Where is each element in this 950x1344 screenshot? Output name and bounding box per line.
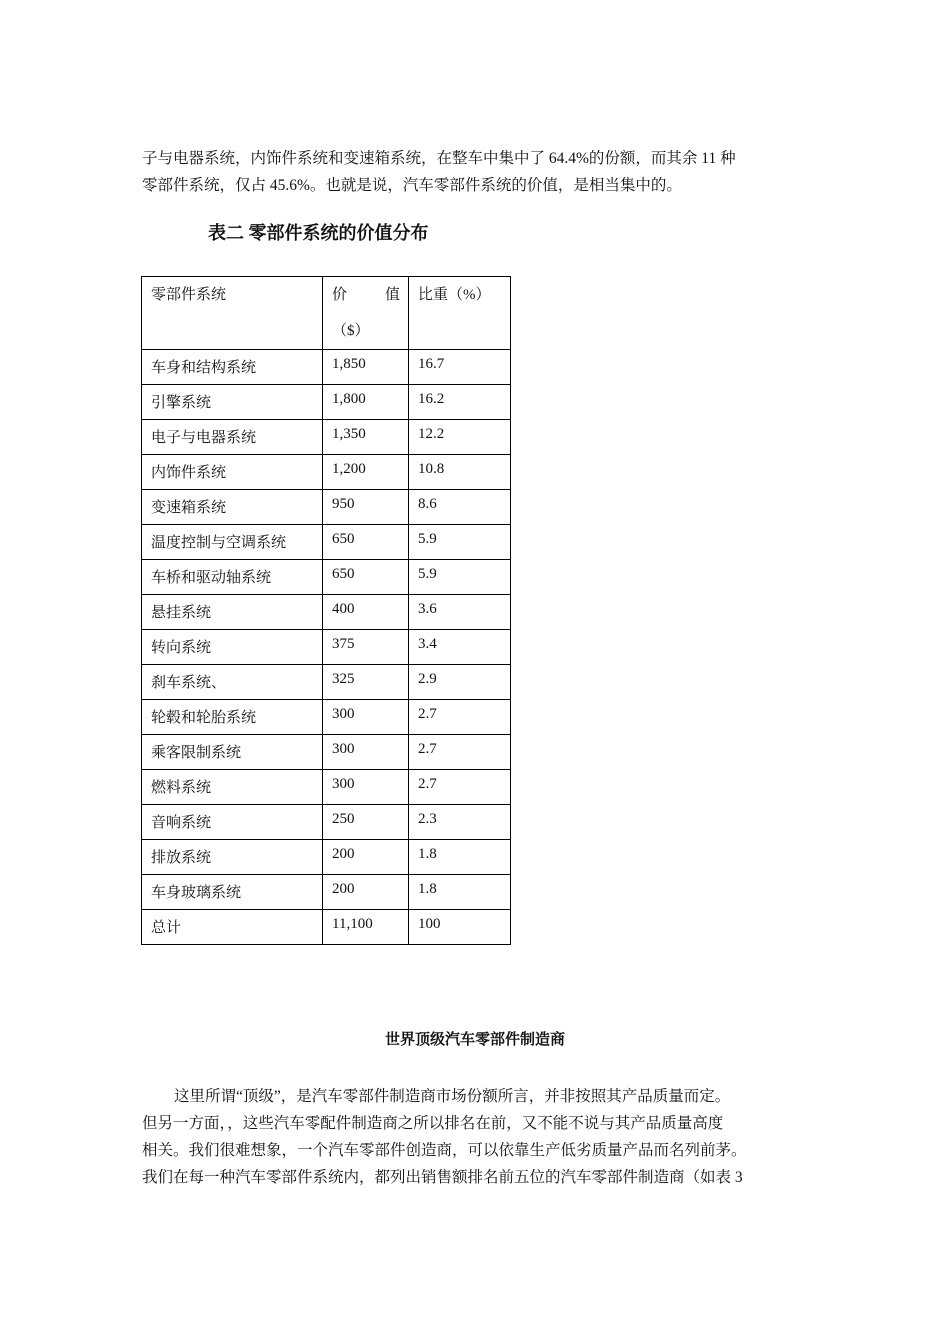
cell-share: 10.8 [409,455,511,490]
cell-system: 乘客限制系统 [142,735,323,770]
cell-value: 650 [323,560,409,595]
header-value-top [332,277,408,313]
cell-share: 2.7 [409,700,511,735]
header-value-char-2: 值 [384,287,400,303]
table-row [142,525,511,560]
table-row [142,350,511,385]
cell-value: 650 [323,525,409,560]
header-share [409,277,511,350]
cell-share: 16.2 [409,385,511,420]
cell-share: 2.7 [409,735,511,770]
cell-value: 250 [323,805,409,840]
header-value-char-1: 价 [332,287,348,303]
cell-value: 1,350 [323,420,409,455]
table-row [142,630,511,665]
cell-system: 轮毂和轮胎系统 [142,700,323,735]
cell-system: 车身玻璃系统 [142,875,323,910]
cell-share: 100 [409,910,511,945]
header-value-unit: （$） [332,323,370,339]
cell-value: 1,200 [323,455,409,490]
section-title: 世界顶级汽车零部件制造商 [384,1032,565,1048]
table-row [142,455,511,490]
cell-share: 5.9 [409,525,511,560]
table-row [142,770,511,805]
cell-share: 2.7 [409,770,511,805]
table-row [142,840,511,875]
body-line: 我们在每一种汽车零部件系统内，都列出销售额排名前五位的汽车零部件制造商（如表 3 [142,1169,743,1186]
cell-system: 变速箱系统 [142,490,323,525]
cell-value: 400 [323,595,409,630]
intro-paragraph [142,145,798,199]
cell-value: 200 [323,875,409,910]
table-row [142,490,511,525]
cell-value: 11,100 [323,910,409,945]
cell-system: 刹车系统、 [142,665,323,700]
body-line: 但另一方面，，这些汽车零配件制造商之所以排名在前，又不能不说与其产品质量高度 [142,1115,724,1132]
value-distribution-table [141,276,511,945]
cell-value: 300 [323,700,409,735]
cell-share: 2.9 [409,665,511,700]
body-line: 相关。我们很难想象，一个汽车零部件创造商，可以依靠生产低劣质量产品而名列前茅。 [142,1142,747,1159]
header-share-label: 比重（%） [418,287,491,303]
table-row [142,875,511,910]
cell-system: 温度控制与空调系统 [142,525,323,560]
cell-value: 325 [323,665,409,700]
table-row [142,560,511,595]
intro-line-2: 零部件系统，仅占 45.6%。也就是说，汽车零部件系统的价值，是相当集中的。 [142,177,682,194]
cell-share: 3.4 [409,630,511,665]
body-line: 这里所谓“顶级”，是汽车零部件制造商市场份额所言，并非按照其产品质量而定。 [174,1088,731,1105]
cell-value: 950 [323,490,409,525]
cell-system: 内饰件系统 [142,455,323,490]
cell-system: 总计 [142,910,323,945]
table-row [142,910,511,945]
cell-share: 5.9 [409,560,511,595]
header-system [142,277,323,350]
cell-value: 300 [323,770,409,805]
cell-system: 转向系统 [142,630,323,665]
cell-share: 8.6 [409,490,511,525]
cell-system: 引擎系统 [142,385,323,420]
cell-system: 燃料系统 [142,770,323,805]
cell-system: 车身和结构系统 [142,350,323,385]
cell-system: 电子与电器系统 [142,420,323,455]
cell-value: 1,850 [323,350,409,385]
cell-share: 2.3 [409,805,511,840]
table-row [142,735,511,770]
table-title: 表二 零部件系统的价值分布 [208,223,429,243]
table-row [142,595,511,630]
intro-line-1: 子与电器系统，内饰件系统和变速箱系统，在整车中集中了 64.4%的份额，而其余 11 种 [142,150,736,167]
cell-share: 1.8 [409,840,511,875]
cell-value: 200 [323,840,409,875]
cell-system: 车桥和驱动轴系统 [142,560,323,595]
cell-value: 375 [323,630,409,665]
cell-value: 1,800 [323,385,409,420]
cell-value: 300 [323,735,409,770]
table-row [142,665,511,700]
cell-share: 16.7 [409,350,511,385]
body-paragraph [142,1083,798,1191]
table-row [142,385,511,420]
cell-system: 排放系统 [142,840,323,875]
cell-share: 3.6 [409,595,511,630]
table-row [142,805,511,840]
cell-system: 悬挂系统 [142,595,323,630]
table-header-row [142,277,511,350]
table-row [142,420,511,455]
cell-share: 1.8 [409,875,511,910]
cell-system: 音响系统 [142,805,323,840]
table-row [142,700,511,735]
cell-share: 12.2 [409,420,511,455]
header-value [323,277,409,350]
header-system-label: 零部件系统 [151,287,227,303]
